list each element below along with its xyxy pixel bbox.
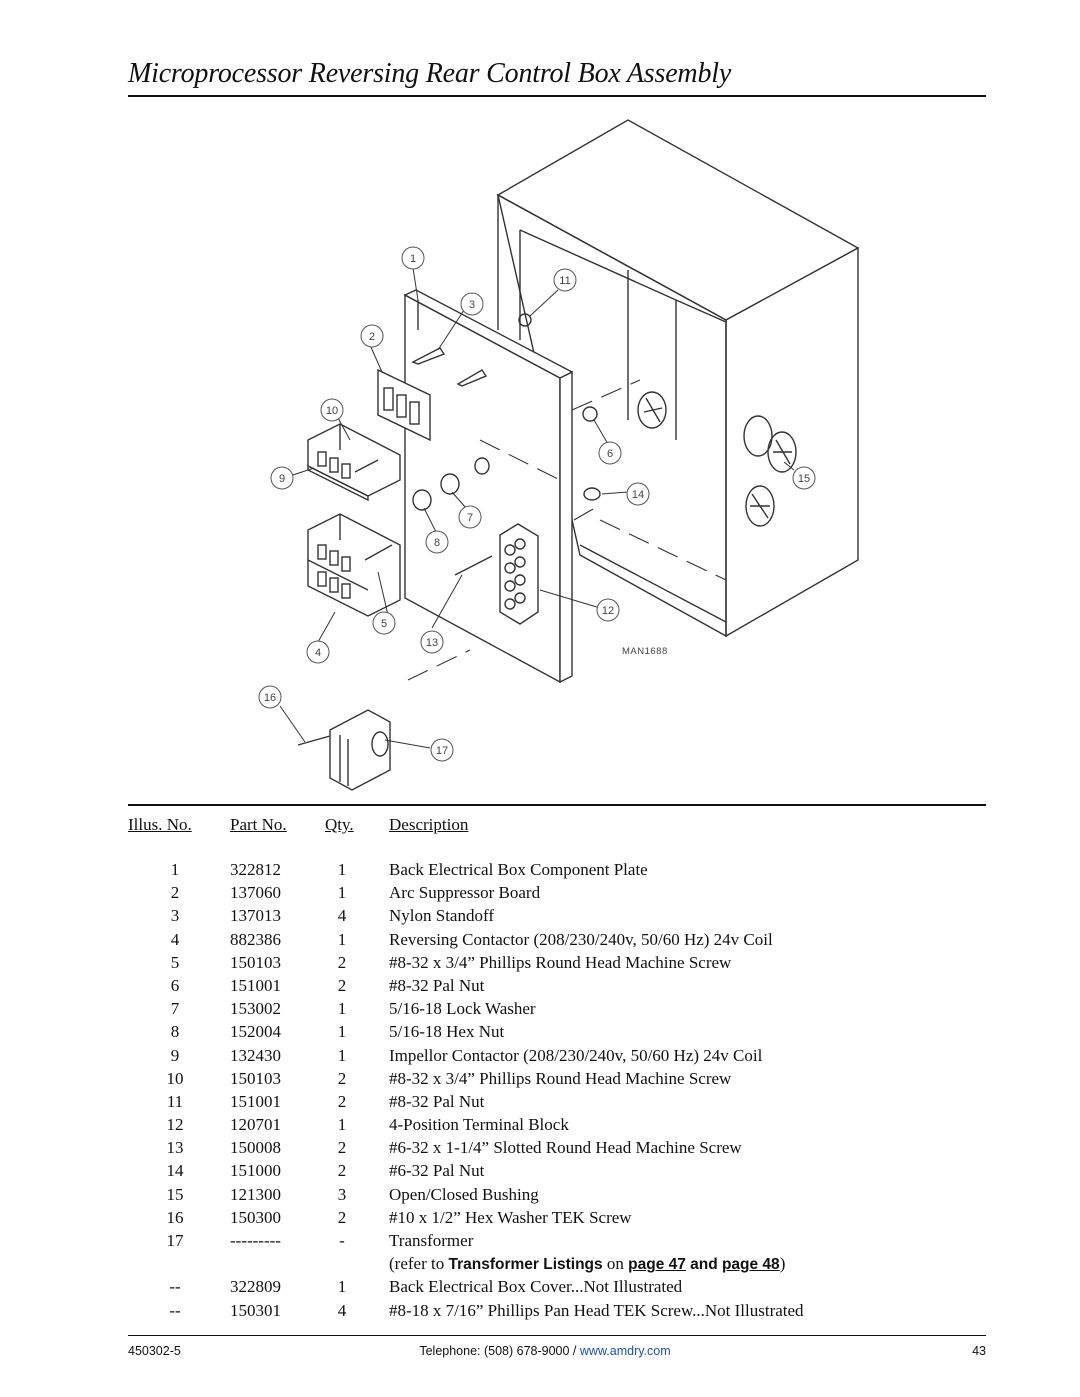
part-no-cell: 150301 (230, 1300, 281, 1320)
table-row (0, 1067, 1080, 1090)
part-no-cell: 150300 (230, 1207, 281, 1227)
drawing-id: MAN1688 (622, 646, 668, 657)
qty-cell: 1 (337, 1022, 347, 1042)
reference-note-row (0, 1252, 1080, 1275)
callout-16: 16 (263, 692, 277, 704)
qty-cell: 1 (337, 1045, 347, 1065)
qty-cell: 1 (337, 1115, 347, 1135)
table-row (0, 1044, 1080, 1067)
qty-cell: 2 (337, 1091, 347, 1111)
illus-no-cell: 6 (170, 975, 180, 995)
page-number: 43 (972, 1344, 986, 1358)
table-row (0, 1113, 1080, 1136)
qty-cell: 3 (337, 1184, 347, 1204)
qty-cell: 2 (337, 952, 347, 972)
illus-no-cell: 5 (170, 952, 180, 972)
illus-no-cell: 4 (170, 929, 180, 949)
page-title: Microprocessor Reversing Rear Control Box Assembly (128, 58, 732, 89)
terminal-block (500, 524, 538, 624)
illus-no-cell: 1 (170, 860, 180, 879)
callout-5: 5 (380, 618, 388, 630)
transformer (298, 710, 390, 790)
qty-cell: 1 (337, 883, 347, 903)
illus-no-cell: 7 (170, 999, 180, 1019)
description-cell: Impellor Contactor (208/230/240v, 50/60 Hz) 24v Coil (389, 1045, 763, 1065)
description-cell: Open/Closed Bushing (389, 1184, 539, 1204)
telephone-text: Telephone: (508) 678-9000 / (419, 1344, 577, 1358)
part-no-cell: 150103 (230, 1068, 281, 1088)
part-no-cell: 322812 (230, 860, 281, 879)
illus-no-cell: 14 (166, 1161, 184, 1181)
qty-cell: 1 (337, 929, 347, 949)
table-row (0, 1183, 1080, 1206)
part-no-cell: 137013 (230, 906, 281, 926)
description-cell: 5/16-18 Hex Nut (389, 1022, 505, 1042)
callout-15: 15 (797, 473, 811, 485)
reference-and: and (690, 1256, 718, 1274)
table-row (0, 928, 1080, 951)
table-row (0, 997, 1080, 1020)
reference-suffix: ) (779, 1254, 786, 1274)
part-no-cell: 132430 (230, 1045, 281, 1065)
qty-cell: 1 (337, 1277, 347, 1297)
page-48-link[interactable]: page 48 (721, 1256, 780, 1274)
part-no-cell: 150103 (230, 952, 281, 972)
callout-12: 12 (601, 605, 615, 617)
header-qty: Qty. (325, 815, 354, 834)
callout-3: 3 (468, 299, 476, 311)
qty-cell: 2 (337, 1138, 347, 1158)
part-no-cell: 120701 (230, 1115, 281, 1135)
table-row (0, 951, 1080, 974)
illus-no-cell: 8 (170, 1022, 180, 1042)
description-cell: 5/16-18 Lock Washer (389, 999, 536, 1019)
illus-no-cell: 2 (170, 883, 180, 903)
table-row (0, 881, 1080, 904)
part-no-cell: 322809 (230, 1277, 281, 1297)
description-cell: #8-32 Pal Nut (389, 1091, 485, 1111)
impellor-contactor (308, 424, 400, 500)
table-row (0, 1206, 1080, 1229)
reference-note (389, 1252, 785, 1276)
qty-cell: 2 (337, 975, 347, 995)
table-row (0, 858, 1080, 881)
callout-1: 1 (409, 253, 417, 265)
part-no-cell: 152004 (230, 1022, 281, 1042)
callout-13: 13 (425, 637, 439, 649)
part-no-cell: 882386 (230, 929, 281, 949)
doc-number: 450302-5 (128, 1344, 181, 1358)
part-no-cell: 121300 (230, 1184, 281, 1204)
table-row (0, 904, 1080, 927)
part-no-cell: 151001 (230, 975, 281, 995)
description-cell: Nylon Standoff (389, 906, 494, 926)
part-no-cell: 151000 (230, 1161, 281, 1181)
table-row (0, 1229, 1080, 1252)
callout-8: 8 (433, 537, 441, 549)
description-cell: Back Electrical Box Component Plate (389, 860, 648, 879)
qty-cell: - (339, 1231, 345, 1250)
description-cell: Transformer (389, 1231, 474, 1250)
part-no-cell: 153002 (230, 999, 281, 1019)
part-no-cell: --------- (230, 1231, 281, 1250)
qty-cell: 4 (337, 906, 347, 926)
qty-cell: 4 (337, 1300, 347, 1320)
reference-bold-text: Transformer Listings (448, 1256, 603, 1274)
illus-no-cell: 16 (166, 1207, 184, 1227)
footer-contact (380, 1344, 710, 1358)
description-cell: #6-32 Pal Nut (389, 1161, 485, 1181)
callout-6: 6 (606, 448, 614, 460)
table-row (0, 1275, 1080, 1298)
description-cell: 4-Position Terminal Block (389, 1115, 569, 1135)
header-illus-no: Illus. No. (128, 815, 192, 834)
table-row (0, 1020, 1080, 1043)
pal-nut-14 (584, 488, 600, 500)
description-cell: Arc Suppressor Board (389, 883, 541, 903)
illus-no-cell: 15 (166, 1184, 184, 1204)
callout-17: 17 (435, 745, 449, 757)
part-no-cell: 137060 (230, 883, 281, 903)
description-cell: #8-32 x 3/4” Phillips Round Head Machine Screw (389, 952, 732, 972)
table-row (0, 974, 1080, 997)
illus-no-cell: -- (169, 1277, 181, 1297)
qty-cell: 2 (337, 1068, 347, 1088)
callout-2: 2 (368, 331, 376, 343)
title-rule (128, 95, 986, 97)
footer-rule (128, 1335, 986, 1336)
description-cell: #10 x 1/2” Hex Washer TEK Screw (389, 1207, 632, 1227)
callout-9: 9 (278, 473, 286, 485)
qty-cell: 2 (337, 1207, 347, 1227)
website-link[interactable]: www.amdry.com (579, 1344, 671, 1358)
table-row (0, 1136, 1080, 1159)
callout-14: 14 (631, 489, 645, 501)
qty-cell: 1 (337, 999, 347, 1019)
component-plate (405, 290, 572, 682)
exploded-assembly-diagram (250, 112, 870, 802)
table-row (0, 1090, 1080, 1113)
pal-nut-6 (583, 407, 597, 421)
header-description: Description (389, 815, 469, 834)
illus-no-cell: 9 (170, 1045, 180, 1065)
qty-cell: 1 (337, 860, 347, 879)
illus-no-cell: 12 (166, 1115, 184, 1135)
description-cell: #8-32 Pal Nut (389, 975, 485, 995)
reversing-contactor (308, 514, 400, 616)
parts-table (0, 858, 1080, 1322)
qty-cell: 2 (337, 1161, 347, 1181)
illus-no-cell: 10 (166, 1068, 184, 1088)
description-cell: #6-32 x 1-1/4” Slotted Round Head Machine Screw (389, 1138, 742, 1158)
page-47-link[interactable]: page 47 (628, 1256, 686, 1274)
callout-11: 11 (559, 275, 571, 287)
illus-no-cell: 13 (166, 1138, 184, 1158)
table-rule (128, 804, 986, 806)
illus-no-cell: 17 (166, 1231, 184, 1250)
callout-10: 10 (325, 405, 339, 417)
reference-on: on (606, 1254, 624, 1274)
description-cell: Reversing Contactor (208/230/240v, 50/60 Hz) 24v Coil (389, 929, 773, 949)
table-row (0, 1159, 1080, 1182)
table-row (0, 1299, 1080, 1322)
description-cell: #8-18 x 7/16” Phillips Pan Head TEK Screw...Not Illustrated (389, 1300, 804, 1320)
illus-no-cell: -- (169, 1300, 181, 1320)
illus-no-cell: 11 (166, 1091, 184, 1111)
description-cell: Back Electrical Box Cover...Not Illustrated (389, 1277, 683, 1297)
part-no-cell: 151001 (230, 1091, 281, 1111)
part-no-cell: 150008 (230, 1138, 281, 1158)
callout-7: 7 (466, 512, 474, 524)
header-part-no: Part No. (230, 815, 287, 834)
illus-no-cell: 3 (170, 906, 180, 926)
description-cell: #8-32 x 3/4” Phillips Round Head Machine Screw (389, 1068, 732, 1088)
callout-4: 4 (314, 647, 322, 659)
reference-prefix: (refer to (389, 1254, 445, 1274)
